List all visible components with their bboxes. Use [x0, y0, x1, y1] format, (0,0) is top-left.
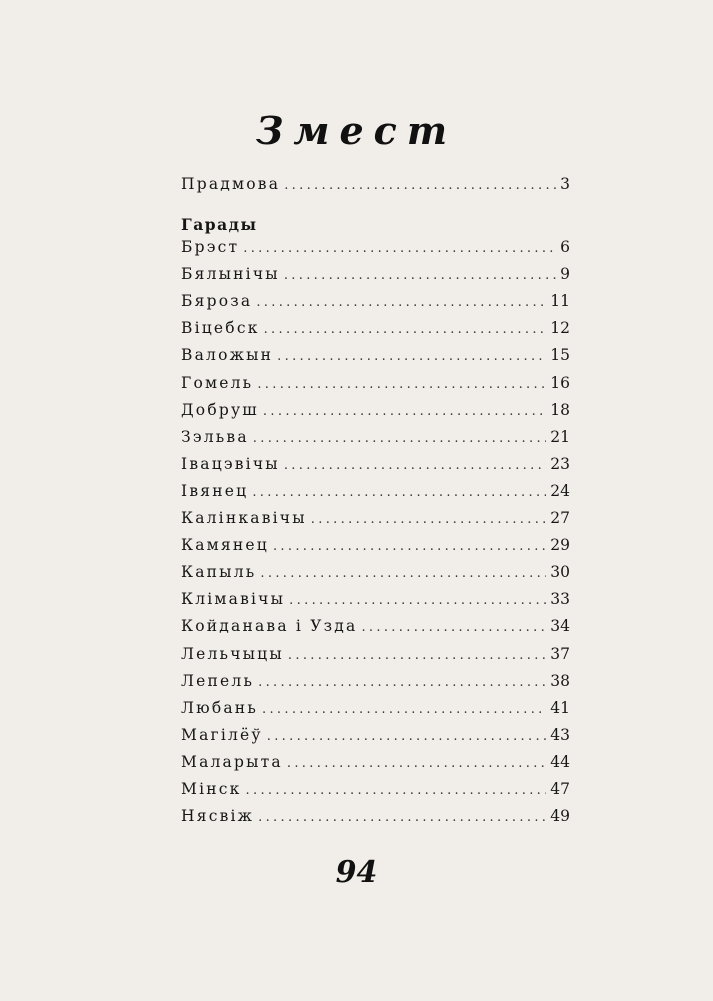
toc-entry-page: 12: [550, 319, 570, 338]
dot-leader: [258, 675, 546, 690]
page-number: 94: [335, 855, 378, 890]
dot-leader: [284, 268, 556, 283]
toc-entry-page: 3: [560, 175, 570, 193]
toc-entry[interactable]: [181, 753, 570, 780]
toc-entry-label: Магілёў: [181, 725, 263, 744]
dot-leader: [273, 539, 546, 554]
toc-entry-page: 44: [550, 752, 570, 771]
toc-entry-page: 6: [560, 238, 570, 257]
dot-leader: [264, 322, 547, 337]
dot-leader: [288, 648, 546, 663]
toc-entry-page: 24: [550, 481, 570, 500]
toc-entry[interactable]: [181, 292, 570, 319]
toc-entry[interactable]: [181, 428, 570, 455]
toc-entry[interactable]: [181, 726, 570, 753]
toc-entry[interactable]: [181, 455, 570, 482]
dot-leader: [257, 377, 546, 392]
toc-entry-page: 23: [550, 454, 570, 473]
toc-entry-label: Івянец: [181, 481, 249, 500]
toc-entry-label: Зэльва: [181, 427, 249, 446]
toc-entry[interactable]: [181, 699, 570, 726]
toc-entry[interactable]: [181, 590, 570, 617]
toc-entry[interactable]: [181, 374, 570, 401]
toc-entry-label: Брэст: [181, 238, 240, 257]
dot-leader: [287, 756, 546, 771]
toc-entry-page: 41: [550, 698, 570, 717]
toc-entry-label: Бяроза: [181, 292, 253, 311]
dot-leader: [267, 729, 547, 744]
dot-leader: [243, 241, 556, 256]
toc-entry[interactable]: [181, 238, 570, 265]
toc-entry-label: Віцебск: [181, 319, 260, 338]
contents-title: Змест: [255, 108, 458, 153]
toc-entry[interactable]: [181, 563, 570, 590]
toc-entry-label: Клімавічы: [181, 590, 286, 609]
toc-entry-page: 33: [550, 590, 570, 609]
dot-leader: [263, 404, 546, 419]
toc-entry-label: Бялынічы: [181, 265, 280, 284]
toc-entry-label: Любань: [181, 698, 258, 717]
toc-entry-label: Калінкавічы: [181, 509, 307, 528]
toc-entry[interactable]: [181, 536, 570, 563]
toc-entry-label: Прадмова: [181, 175, 281, 193]
toc-entry-page: 43: [550, 725, 570, 744]
dot-leader: [253, 431, 546, 446]
dot-leader: [262, 702, 546, 717]
toc-entry[interactable]: [181, 672, 570, 699]
dot-leader: [361, 620, 546, 635]
table-of-contents: [181, 175, 570, 834]
toc-entry[interactable]: [181, 401, 570, 428]
toc-entry-page: 38: [550, 671, 570, 690]
toc-entry[interactable]: [181, 346, 570, 373]
toc-entry-page: 30: [550, 563, 570, 582]
toc-entry-label: Гомель: [181, 373, 254, 392]
dot-leader: [260, 566, 546, 581]
toc-entry-page: 27: [550, 509, 570, 528]
toc-entry[interactable]: [181, 617, 570, 644]
toc-entry-label: Нясвіж: [181, 807, 255, 826]
toc-entry-label: Маларыта: [181, 752, 283, 771]
toc-entry[interactable]: [181, 482, 570, 509]
dot-leader: [284, 458, 546, 473]
toc-entry[interactable]: [181, 780, 570, 807]
dot-leader: [252, 485, 546, 500]
toc-entry-label: Койданава і Узда: [181, 617, 358, 636]
toc-entry-page: 21: [550, 427, 570, 446]
dot-leader: [284, 178, 556, 193]
toc-entry[interactable]: [181, 807, 570, 834]
toc-entry-label: Мінск: [181, 779, 242, 798]
toc-entry-page: 49: [550, 807, 570, 826]
toc-entry-page: 34: [550, 617, 570, 636]
dot-leader: [258, 810, 546, 825]
dot-leader: [277, 349, 546, 364]
dot-leader: [311, 512, 546, 527]
toc-entry-label: Камянец: [181, 536, 269, 555]
dot-leader: [256, 295, 546, 310]
toc-entry-page: 11: [550, 292, 570, 311]
toc-entry-label: Валожын: [181, 346, 274, 365]
toc-entry-intro[interactable]: [181, 175, 570, 202]
section-entries: [181, 238, 570, 834]
toc-entry-label: Лепель: [181, 671, 255, 690]
toc-entry[interactable]: [181, 645, 570, 672]
toc-entry-label: Лельчыцы: [181, 644, 284, 663]
toc-entry[interactable]: [181, 319, 570, 346]
section-heading: Гарады: [181, 215, 258, 235]
toc-entry-page: 9: [560, 265, 570, 284]
toc-entry-label: Добруш: [181, 400, 259, 419]
toc-entry-label: Івацэвічы: [181, 454, 280, 473]
toc-entry-page: 47: [550, 779, 570, 798]
toc-entry-page: 29: [550, 536, 570, 555]
dot-leader: [246, 783, 547, 798]
toc-entry-page: 16: [550, 373, 570, 392]
toc-entry-page: 18: [550, 400, 570, 419]
toc-entry-page: 15: [550, 346, 570, 365]
toc-entry[interactable]: [181, 265, 570, 292]
toc-entry[interactable]: [181, 509, 570, 536]
toc-entry-page: 37: [550, 644, 570, 663]
dot-leader: [289, 593, 546, 608]
toc-entry-label: Капыль: [181, 563, 257, 582]
